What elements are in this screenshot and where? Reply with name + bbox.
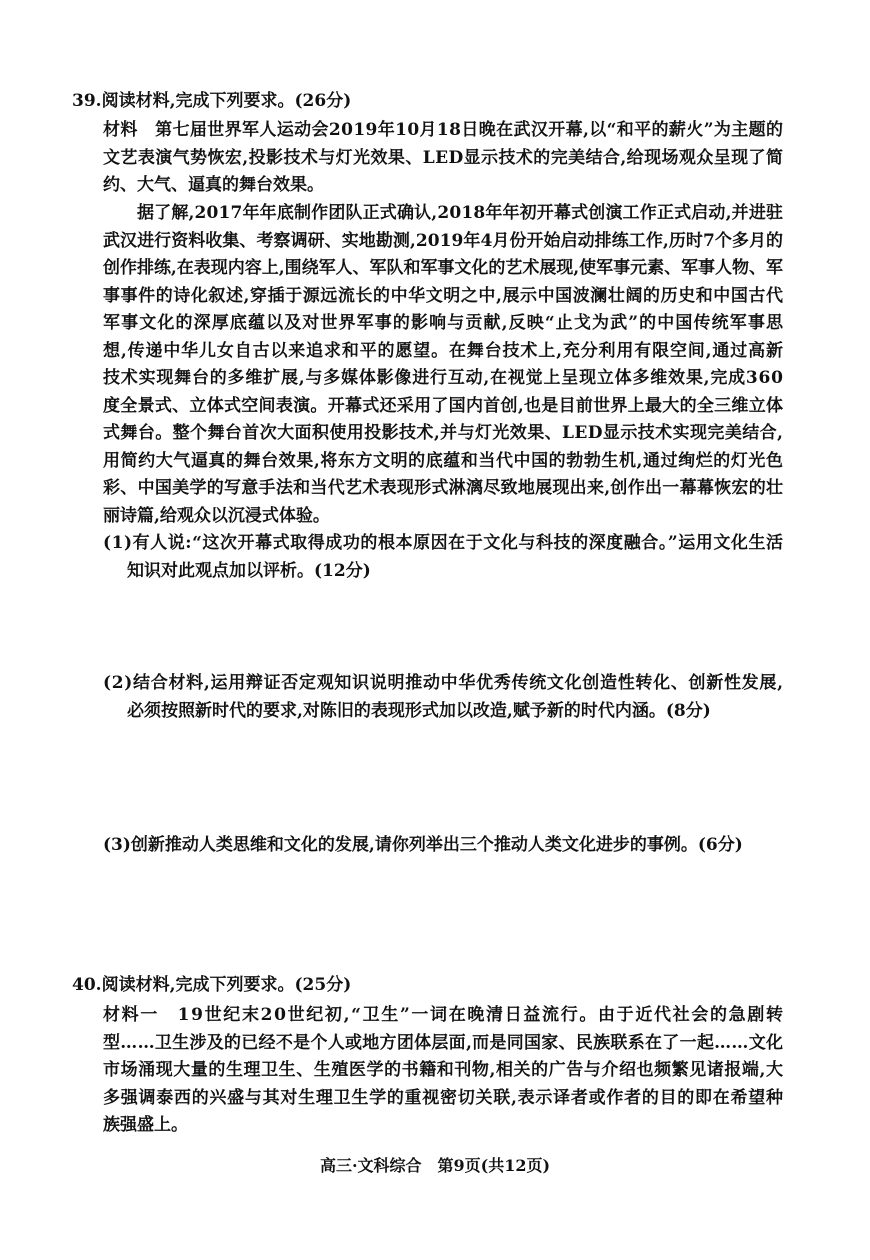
material-line: 军事文化的深厚底蕴以及对世界军事的影响与贡献,反映“止戈为武”的中国传统军事思 (103, 313, 785, 333)
page-footer: 高三·文科综合 第9页(共12页) (319, 1156, 551, 1175)
material-line: 用简约大气逼真的舞台效果,将东方文明的底蕴和当代中国的勃勃生机,通过绚烂的灯光色 (103, 451, 784, 471)
material-line: 彩、中国美学的写意手法和当代艺术表现形式淋漓尽致地展现出来,创作出一幕幕恢宏的壮 (103, 478, 784, 498)
question-40-title: 40.阅读材料,完成下列要求。(25分) (72, 975, 352, 995)
material-line: 市场涌现大量的生理卫生、生殖医学的书籍和刊物,相关的广告与介绍也频繁见诸报端,大 (103, 1060, 784, 1080)
material-line: 想,传递中华儿女自古以来追求和平的愿望。在舞台技术上,充分利用有限空间,通过高新 (103, 341, 784, 361)
material-line: 约、大气、逼真的舞台效果。 (103, 175, 324, 195)
material-line: 武汉进行资料收集、考察调研、实地勘测,2019年4月份开始启动排练工作,历时7个多月的 (103, 231, 784, 251)
material-line: 技术实现舞台的多维扩展,与多媒体影像进行互动,在视觉上呈现立体多维效果,完成360 (103, 368, 784, 388)
material-line: 据了解,2017年年底制作团队正式确认,2018年年初开幕式创演工作正式启动,并进驻 (137, 203, 784, 223)
material-line: 型……卫生涉及的已经不是个人或地方团体层面,而是同国家、民族联系在了一起……文化 (103, 1033, 784, 1053)
sub-question-1-cont: 知识对此观点加以评析。(12分) (127, 561, 371, 581)
sub-question-2-cont: 必须按照新时代的要求,对陈旧的表现形式加以改造,赋予新的时代内涵。(8分) (127, 701, 711, 721)
material-line: 创作排练,在表现内容上,围绕军人、军队和军事文化的艺术展现,使军事元素、军事人物、军 (103, 258, 783, 278)
material-line: 度全景式、立体式空间表演。开幕式还采用了国内首创,也是目前世界上最大的全三维立体 (103, 396, 784, 416)
material-line: 族强盛上。 (103, 1115, 188, 1135)
material-line: 材料 第七届世界军人运动会2019年10月18日晚在武汉开幕,以“和平的薪火”为主题的 (103, 120, 784, 140)
material-line: 材料一 19世纪末20世纪初,“卫生”一词在晚清日益流行。由于近代社会的急剧转 (103, 1005, 785, 1025)
sub-question-1: (1)有人说:“这次开幕式取得成功的根本原因在于文化与科技的深度融合。”运用文化生活 (103, 533, 784, 553)
question-39-title: 39.阅读材料,完成下列要求。(26分) (72, 91, 352, 111)
material-line: 事事件的诗化叙述,穿插于源远流长的中华文明之中,展示中国波澜壮阔的历史和中国古代 (103, 286, 784, 306)
material-line: 文艺表演气势恢宏,投影技术与灯光效果、LED显示技术的完美结合,给现场观众呈现了简 (103, 148, 784, 168)
sub-question-2: (2)结合材料,运用辩证否定观知识说明推动中华优秀传统文化创造性转化、创新性发展, (103, 673, 784, 693)
sub-question-3: (3)创新推动人类思维和文化的发展,请你列举出三个推动人类文化进步的事例。(6分) (103, 835, 743, 855)
material-line: 多强调泰西的兴盛与其对生理卫生学的重视密切关联,表示译者或作者的目的即在希望种 (103, 1088, 784, 1108)
material-line: 式舞台。整个舞台首次大面积使用投影技术,并与灯光效果、LED显示技术实现完美结合, (103, 423, 784, 443)
material-line: 丽诗篇,给观众以沉浸式体验。 (103, 506, 330, 526)
